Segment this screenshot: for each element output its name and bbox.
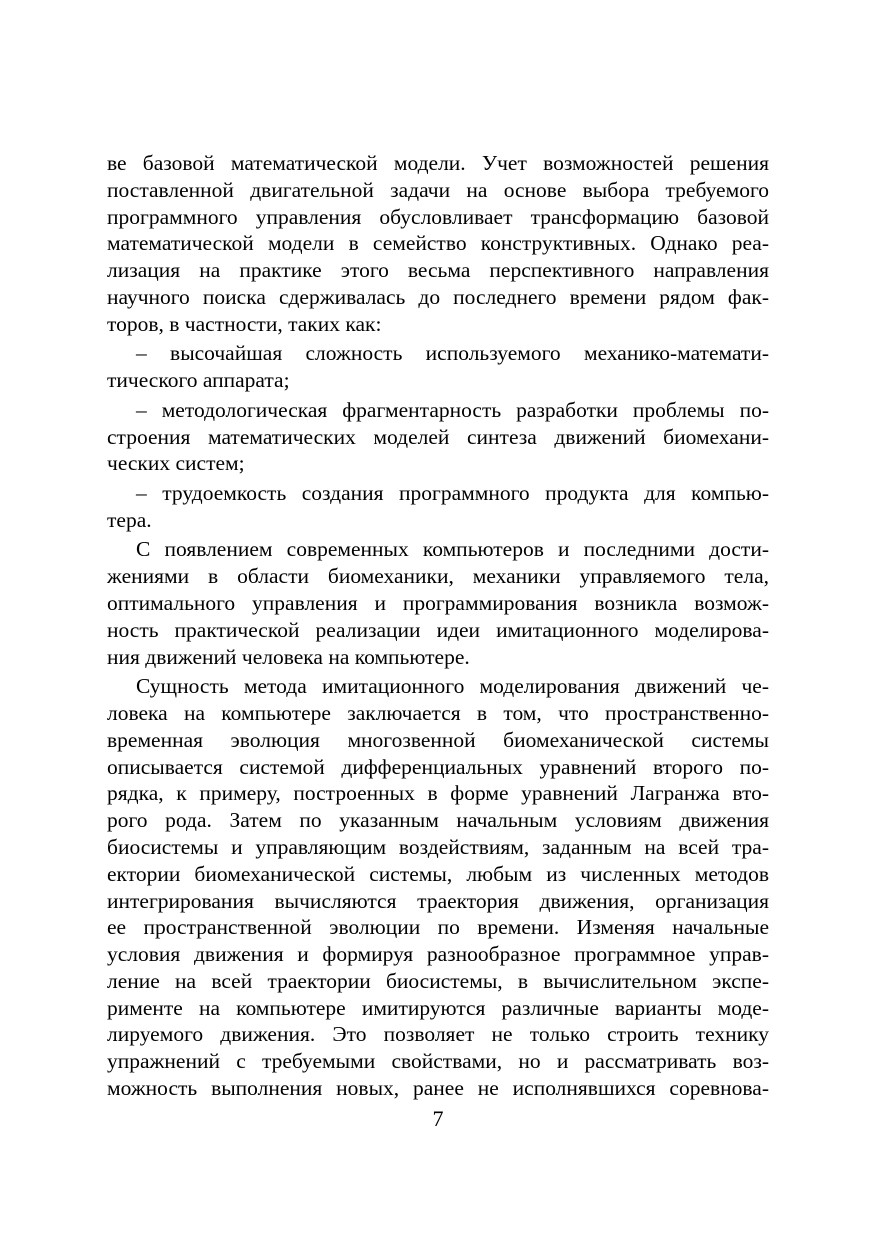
text-line: – высочайшая сложность используемого механико-математи- [136,341,769,366]
text-line: ее пространственной эволюции по времени. Изменяя начальные [107,915,769,940]
paragraph-1 [107,150,769,338]
text-line: ление на всей траектории биосистемы, в вычислительном экспе- [107,968,769,993]
text-line: – трудоемкость создания программного продукта для компью- [136,480,769,505]
list-item-complexity [107,340,769,394]
text-line: интегрирования вычисляются траектория движения, организация [107,888,769,913]
text-line: научного поиска сдерживалась до последнего времени рядом фак- [107,284,769,309]
text-line: программного управления обусловливает трансформацию базовой [107,204,769,229]
text-line: лизация на практике этого весьма перспективного направления [107,258,769,283]
text-line: тера. [107,507,152,532]
text-line: временная эволюция многозвенной биомеханической системы [107,727,769,752]
text-line: ве базовой математической модели. Учет возможностей решения [107,151,769,175]
text-line: описывается системой дифференциальных уравнений второго по- [107,754,769,779]
text-line: условия движения и формируя разнообразное программное управ- [107,942,769,967]
paragraph-method [107,673,769,1102]
text-line: поставленной двигательной задачи на основе выбора требуемого [107,177,769,202]
text-line: рого рода. Затем по указанным начальным условиям движения [107,808,769,833]
text-line: С появлением современных компьютеров и последними дости- [136,537,769,562]
text-line: упражнений с требуемыми свойствами, но и рассматривать воз- [107,1049,769,1074]
text-line: Сущность метода имитационного моделирования движений че- [136,674,769,699]
paragraph-computers [107,536,769,670]
text-line: ловека на компьютере заключается в том, что пространственно- [107,700,769,725]
text-line: биосистемы и управляющим воздействиям, заданным на всей тра- [107,834,769,859]
text-line: ния движений человека на компьютере. [107,644,470,669]
text-line: торов, в частности, таких как: [107,311,382,336]
page-body [107,150,769,1102]
text-line: рименте на компьютере имитируются различные варианты моде- [107,995,769,1020]
text-line: математической модели в семейство конструктивных. Однако реа- [107,231,769,256]
text-line: тического аппарата; [107,368,290,393]
list-item-fragmentation [107,397,769,477]
text-line: строения математических моделей синтеза движений биомехани- [107,424,769,449]
text-line: ность практической реализации идеи имитационного моделирова- [107,617,769,642]
text-line: ческих систем; [107,451,245,476]
text-line: – методологическая фрагментарность разработки проблемы по- [136,397,769,422]
list-item-labor-intensity [107,480,769,534]
text-line: лируемого движения. Это позволяет не только строить технику [107,1022,769,1047]
page-number: 7 [432,1106,444,1131]
text-line: рядка, к примеру, построенных в форме уравнений Лагранжа вто- [107,781,769,806]
text-line: можность выполнения новых, ранее не исполнявшихся соревнова- [107,1076,769,1101]
text-line: оптимального управления и программирования возникла возмож- [107,590,769,615]
text-line: жениями в области биомеханики, механики управляемого тела, [107,564,769,589]
text-line: ектории биомеханической системы, любым из численных методов [107,861,769,886]
